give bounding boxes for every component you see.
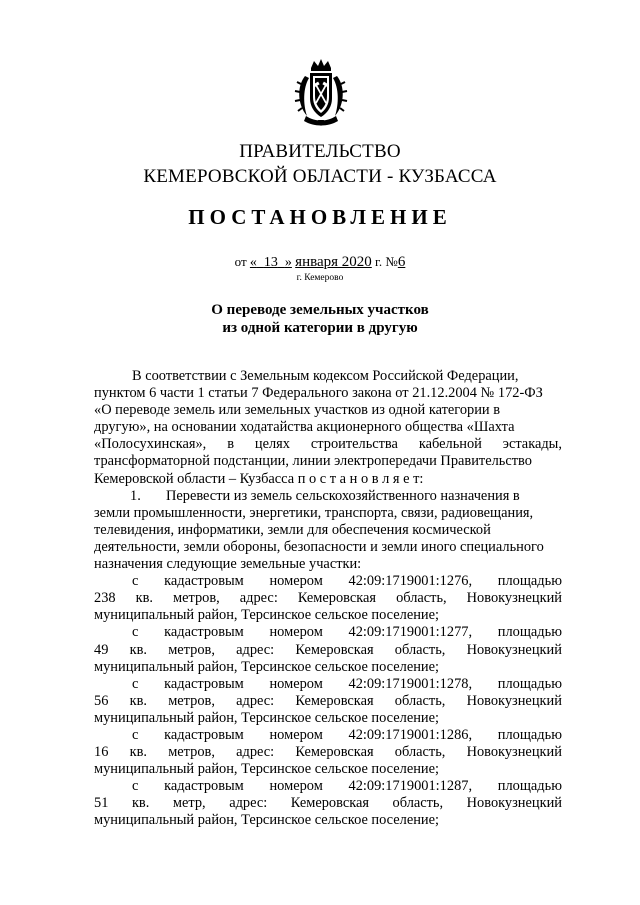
date-prefix: от — [234, 254, 247, 269]
date-quote-left: « — [249, 255, 257, 270]
parcel-line-district: муниципальный район, Терсинское сельское поселение; — [94, 607, 439, 624]
date-day: 13 — [263, 255, 278, 270]
parcel-line-cadastral: с кадастровым номером 42:09:1719001:1286, площадью — [132, 726, 562, 743]
preamble-line: «Полосухинская», в целях строительства кабельной эстакады, — [94, 436, 562, 453]
parcel-line-cadastral: с кадастровым номером 42:09:1719001:1277, площадью — [132, 624, 562, 641]
parcel-line-address: 16 кв. метров, адрес: Кемеровская область, Новокузнецкий — [94, 744, 562, 761]
parcel-line-cadastral: с кадастровым номером 42:09:1719001:1278, площадью — [132, 675, 562, 692]
government-name-line2: КЕМЕРОВСКОЙ ОБЛАСТИ - КУЗБАССА — [143, 166, 497, 187]
number-sign: № — [385, 254, 398, 269]
item-1-line: назначения следующие земельные участки: — [94, 556, 362, 573]
document-title-line1: О переводе земельных участков — [211, 302, 429, 318]
city-name: г. Кемерово — [296, 273, 344, 283]
date-year-suffix: г. — [375, 254, 383, 269]
preamble-line: другую», на основании ходатайства акционерного общества «Шахта — [94, 419, 515, 436]
document-type: ПОСТАНОВЛЕНИЕ — [188, 205, 452, 229]
parcel-line-address: 51 кв. метр, адрес: Кемеровская область, Новокузнецкий — [94, 795, 562, 812]
preamble-line: В соответствии с Земельным кодексом Российской Федерации, — [132, 368, 519, 384]
preamble-line: трансформаторной подстанции, линии электропередачи Правительство — [94, 453, 532, 470]
parcel-line-address: 56 кв. метров, адрес: Кемеровская область, Новокузнецкий — [94, 692, 562, 709]
item-1-line: телевидения, информатики, земли для обеспечения космической — [94, 521, 491, 538]
date-month-year: января 2020 — [295, 254, 372, 270]
parcel-line-district: муниципальный район, Терсинское сельское поселение; — [94, 658, 439, 675]
parcel-line-cadastral: с кадастровым номером 42:09:1719001:1276, площадью — [132, 573, 562, 590]
date-line — [0, 254, 640, 271]
document-number: 6 — [397, 254, 406, 270]
preamble-line: пунктом 6 части 1 статьи 7 Федерального закона от 21.12.2004 № 172-ФЗ — [94, 385, 543, 402]
government-name-line1: ПРАВИТЕЛЬСТВО — [239, 141, 401, 162]
document-body — [94, 368, 562, 830]
item-1-line: земли промышленности, энергетики, транспорта, связи, радиовещания, — [94, 504, 534, 521]
date-quote-right: » — [284, 255, 292, 270]
item-1-line: деятельности, земли обороны, безопасности и земли иного специального — [94, 538, 544, 555]
item-1-first-line: 1. Перевести из земель сельскохозяйственного назначения в — [130, 487, 520, 504]
coat-of-arms-icon — [291, 56, 351, 128]
preamble-line: Кемеровской области – Кузбасса п о с т а н о в л я е т: — [94, 470, 424, 487]
preamble-line: «О переводе земель или земельных участков из одной категории в — [94, 402, 501, 419]
parcel-line-address: 238 кв. метров, адрес: Кемеровская область, Новокузнецкий — [94, 590, 562, 607]
parcel-line-district: муниципальный район, Терсинское сельское поселение; — [94, 812, 439, 829]
parcel-line-district: муниципальный район, Терсинское сельское поселение; — [94, 761, 439, 778]
parcel-line-cadastral: с кадастровым номером 42:09:1719001:1287, площадью — [132, 778, 562, 795]
parcel-line-district: муниципальный район, Терсинское сельское поселение; — [94, 709, 439, 726]
parcel-list — [94, 573, 562, 829]
document-title-line2: из одной категории в другую — [222, 320, 418, 336]
parcel-line-address: 49 кв. метров, адрес: Кемеровская область, Новокузнецкий — [94, 641, 562, 658]
